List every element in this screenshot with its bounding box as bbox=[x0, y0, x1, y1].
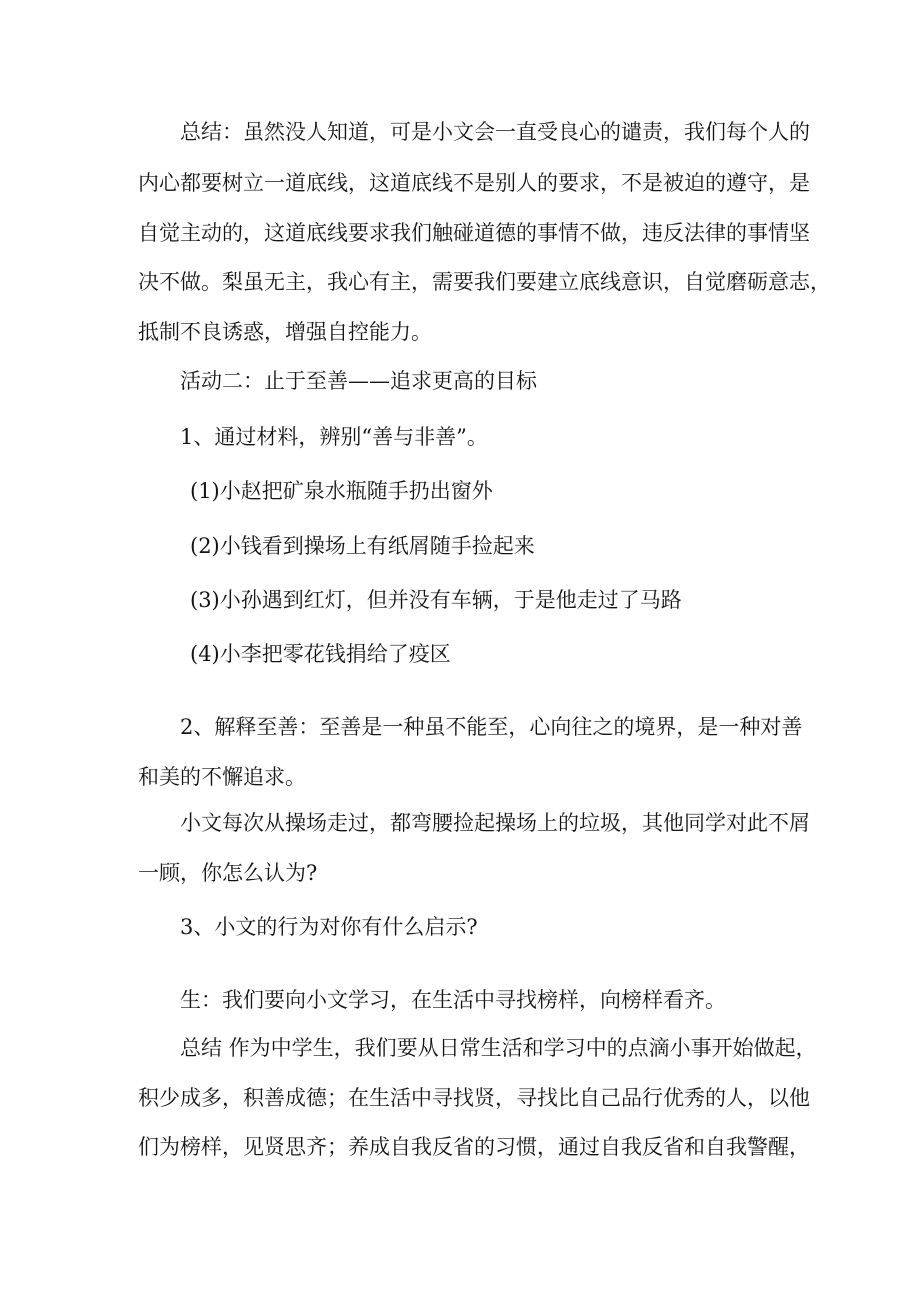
material-item: (3)小孙遇到红灯，但并没有车辆，于是他走过了马路 bbox=[190, 588, 682, 612]
material-item: (2)小钱看到操场上有纸屑随手捡起来 bbox=[190, 534, 535, 558]
step-3-question: 3、小文的行为对你有什么启示? bbox=[180, 915, 478, 939]
summary-paragraph-line: 抵制不良诱惑，增强自控能力。 bbox=[138, 320, 432, 344]
student-answer: 生：我们要向小文学习，在生活中寻找榜样，向榜样看齐。 bbox=[180, 988, 726, 1012]
scenario-paragraph-line: 一顾，你怎么认为? bbox=[138, 861, 318, 885]
scenario-paragraph-line: 小文每次从操场走过，都弯腰捡起操场上的垃圾，其他同学对此不屑 bbox=[180, 811, 810, 835]
step-2-paragraph-line: 和美的不懈追求。 bbox=[138, 765, 306, 789]
summary-paragraph-line: 总结：虽然没人知道，可是小文会一直受良心的谴责，我们每个人的 bbox=[180, 120, 810, 144]
summary-paragraph-line: 决不做。梨虽无主，我心有主，需要我们要建立底线意识，自觉磨砺意志， bbox=[138, 270, 831, 294]
material-item: (4)小李把零花钱捐给了疫区 bbox=[190, 642, 451, 666]
conclusion-paragraph-line: 们为榜样，见贤思齐；养成自我反省的习惯，通过自我反省和自我警醒， bbox=[138, 1135, 810, 1159]
material-item: (1)小赵把矿泉水瓶随手扔出窗外 bbox=[190, 479, 493, 503]
step-1-heading: 1、通过材料，辨别“善与非善”。 bbox=[180, 425, 488, 449]
conclusion-paragraph-line: 总结 作为中学生，我们要从日常生活和学习中的点滴小事开始做起， bbox=[180, 1036, 817, 1060]
summary-paragraph-line: 内心都要树立一道底线，这道底线不是别人的要求，不是被迫的遵守，是 bbox=[138, 171, 810, 195]
step-2-paragraph-line: 2、解释至善：至善是一种虽不能至，心向往之的境界，是一种对善 bbox=[180, 715, 803, 739]
conclusion-paragraph-line: 积少成多，积善成德；在生活中寻找贤，寻找比自己品行优秀的人，以他 bbox=[138, 1086, 810, 1110]
activity-heading: 活动二：止于至善——追求更高的目标 bbox=[180, 369, 537, 393]
summary-paragraph-line: 自觉主动的，这道底线要求我们触碰道德的事情不做，违反法律的事情坚 bbox=[138, 221, 810, 245]
